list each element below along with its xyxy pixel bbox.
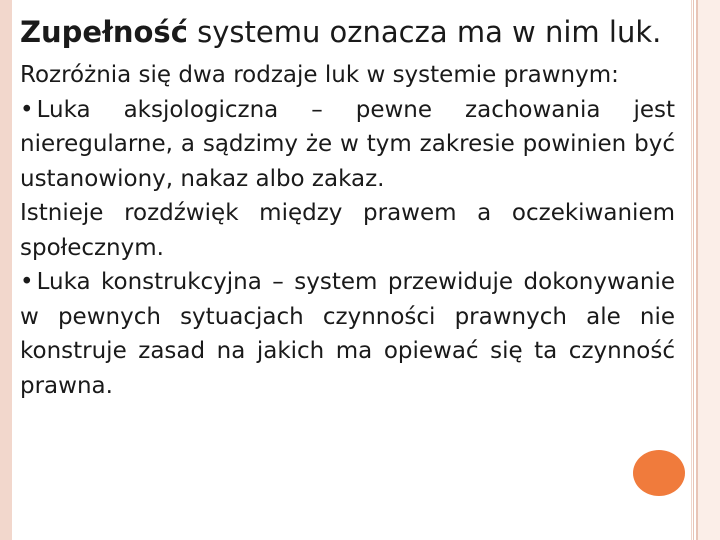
title-rest: systemu oznacza ma w nim luk. [187, 15, 662, 49]
bullet-text: Luka konstrukcyjna – system przewiduje dokonywanie w pewnych sytuacjach czynności prawnych ale nie konstruje zasad na jakich ma opiewać się ta czynność prawna. [20, 269, 675, 399]
bullet-icon: • [20, 269, 34, 295]
right-decor-bar [698, 0, 720, 540]
right-decor-line [693, 0, 694, 540]
slide-body [20, 58, 675, 403]
right-decor-line [696, 0, 698, 540]
accent-dot [633, 450, 685, 496]
slide-content [20, 12, 675, 403]
bullet-item-aksjologiczna [20, 93, 675, 197]
note-paragraph: Istnieje rozdźwięk między prawem a oczekiwaniem społecznym. [20, 200, 675, 261]
intro-paragraph: Rozróżnia się dwa rodzaje luk w systemie prawnym: [20, 62, 619, 88]
right-decor-line [691, 0, 692, 540]
slide-title [20, 12, 675, 52]
bullet-icon: • [20, 96, 34, 123]
bullet-item-konstrukcyjna [20, 265, 675, 403]
bullet-text: Luka aksjologiczna – pewne zachowania jest nieregularne, a sądzimy że w tym zakresie powinien być ustanowiony, nakaz albo zakaz. [20, 96, 675, 192]
left-decor-bar [0, 0, 12, 540]
title-bold: Zupełność [20, 15, 188, 49]
